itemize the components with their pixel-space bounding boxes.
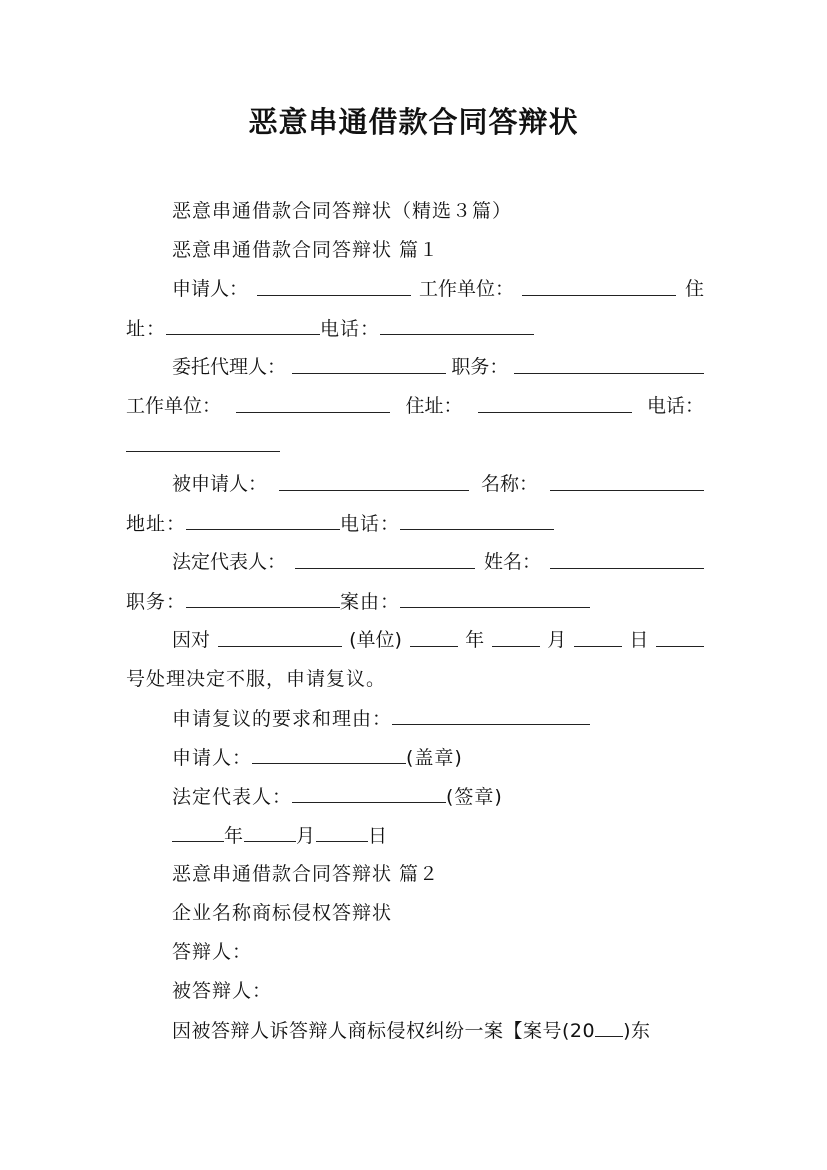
legal-rep-blank: [295, 549, 475, 569]
agent-phone-line: [126, 432, 704, 459]
day-label: 日: [629, 629, 649, 651]
agent-work-unit-blank: [236, 393, 390, 413]
year-blank: [410, 627, 458, 647]
date-day-blank: [316, 822, 368, 842]
case-text-end: )东: [623, 1020, 651, 1042]
case-paragraph: [172, 1017, 704, 1044]
agent-work-unit-label: 工作单位：: [126, 395, 222, 417]
agent-address-label: 住址：: [405, 395, 463, 417]
respondent-blank: [279, 471, 469, 491]
signature-note: (签章): [446, 786, 503, 808]
phone-label: 电话：: [320, 318, 381, 340]
case-cause-blank: [400, 588, 590, 608]
applicant-seal-blank: [252, 744, 406, 764]
date-day-label: 日: [368, 825, 389, 847]
address-blank: [166, 315, 320, 335]
reasons-line: [172, 705, 704, 732]
respondent-phone-blank: [400, 510, 554, 530]
respondent-address-blank: [186, 510, 340, 530]
date-month-blank: [244, 822, 296, 842]
legal-rep-sign-blank: [292, 783, 446, 803]
name-label: 名称：: [480, 473, 538, 495]
date-year-label: 年: [224, 825, 245, 847]
reasons-label: 申请复议的要求和理由：: [172, 708, 393, 730]
agent-phone-blank: [126, 432, 280, 452]
agent-label: 委托代理人：: [172, 356, 287, 378]
year-label: 年: [465, 629, 485, 651]
agent-detail-line: [126, 393, 704, 419]
position-label: 职务：: [451, 356, 509, 378]
respondent-address-label: 地址：: [126, 513, 187, 535]
defendant-label: 答辩人：: [172, 941, 253, 963]
position-cause-line: [126, 588, 704, 615]
legal-rep-sign-label: 法定代表人：: [172, 786, 293, 808]
applicant-label: 申请人：: [172, 278, 249, 300]
legal-rep-label: 法定代表人：: [172, 551, 287, 573]
full-name-blank: [550, 549, 704, 569]
trademark-heading: 企业名称商标侵权答辩状: [172, 902, 393, 924]
phone-blank: [380, 315, 534, 335]
address-label-end: 址：: [126, 318, 167, 340]
agent-phone-label: 电话：: [646, 395, 704, 417]
work-unit-label: 工作单位：: [418, 278, 514, 300]
respondent-phone-label: 电话：: [340, 513, 401, 535]
month-blank: [492, 627, 540, 647]
full-name-label: 姓名：: [483, 551, 541, 573]
reasons-blank: [392, 705, 590, 725]
rep-position-blank: [186, 588, 340, 608]
rep-position-label: 职务：: [126, 591, 187, 613]
legal-rep-sign-line: [172, 783, 704, 810]
legal-rep-line: [172, 549, 704, 575]
applicant-seal-label: 申请人：: [172, 747, 253, 769]
position-blank: [514, 354, 704, 374]
plaintiff-label: 被答辩人：: [172, 980, 273, 1002]
unit-label: (单位): [349, 629, 402, 651]
document-title: 恶意串通借款合同答辩状: [248, 105, 579, 139]
name-blank: [550, 471, 704, 491]
number-blank: [656, 627, 704, 647]
agent-address-blank: [478, 393, 632, 413]
address-phone-line: [126, 315, 704, 342]
applicant-seal-line: [172, 744, 704, 771]
date-month-label: 月: [296, 825, 317, 847]
case-cause-label: 案由：: [340, 591, 401, 613]
unit-blank: [218, 627, 342, 647]
applicant-line: [172, 276, 704, 302]
applicant-blank: [257, 276, 411, 296]
agent-blank: [292, 354, 446, 374]
decision-prefix: 因对: [172, 629, 211, 651]
section-heading-1: 恶意串通借款合同答辩状 篇１: [172, 239, 440, 261]
paragraph-selected-three: 恶意串通借款合同答辩状（精选３篇）: [172, 200, 513, 222]
respondent-line: [172, 471, 704, 497]
decision-line: [172, 627, 704, 653]
decision-continuation: 号处理决定不服，申请复议。: [126, 668, 387, 690]
date-year-blank: [172, 822, 224, 842]
month-label: 月: [547, 629, 567, 651]
address-label-start: 住: [684, 278, 704, 300]
day-blank: [574, 627, 622, 647]
section-heading-2: 恶意串通借款合同答辩状 篇２: [172, 863, 440, 885]
respondent-address-line: [126, 510, 704, 537]
case-text: 因被答辩人诉答辩人商标侵权纠纷一案【案号(20: [172, 1020, 596, 1042]
respondent-label: 被申请人：: [172, 473, 268, 495]
case-year-blank: [595, 1017, 623, 1037]
agent-line: [172, 354, 704, 380]
work-unit-blank: [522, 276, 676, 296]
seal-note: (盖章): [406, 747, 463, 769]
date-line: [172, 822, 704, 849]
